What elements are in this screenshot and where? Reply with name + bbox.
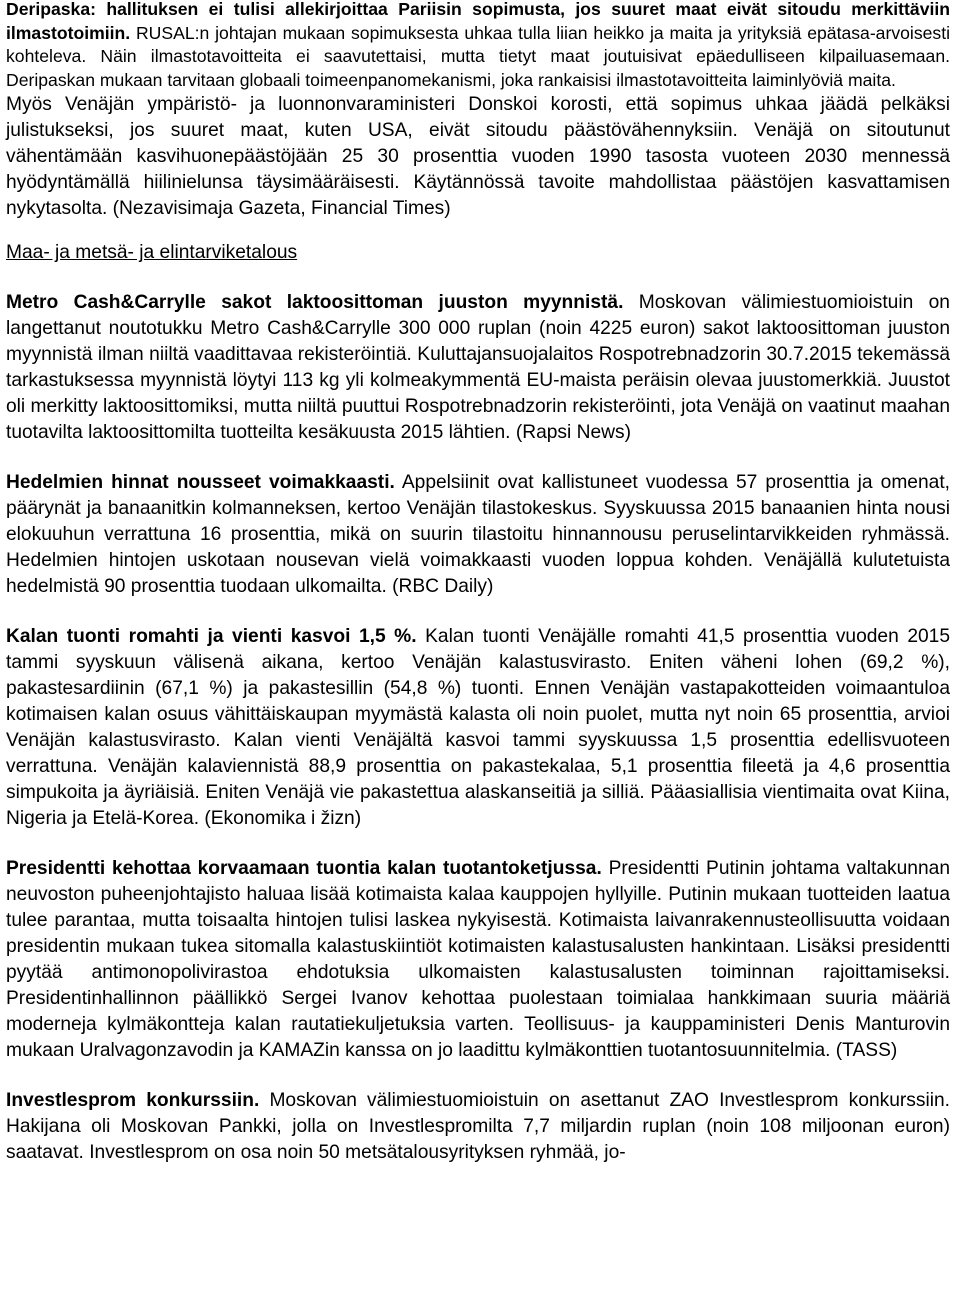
article-body: Myös Venäjän ympäristö- ja luonnonvaraministeri Donskoi korosti, että sopimus uhkaa jäädä pelkäksi julistukseksi, jos suuret maat, kuten USA, eivät sitoudu päästövähennyksiin. Venäjä on sitoutunut vähentämään kasvihuonepäästöjään 25 30 prosenttia vuoden 1990 tasosta vuoteen 2030 mennessä hyödyntämällä hiilinielunsa täysimääräisesti. Käytännössä tavoite mahdollistaa päästöjen kasvattamisen nykytasolta. (Nezavisimaja Gazeta, Financial Times) [6, 94, 950, 220]
spacer [6, 266, 950, 290]
document-page [6, 0, 950, 1166]
article-deripaska [6, 0, 950, 92]
article-body: RUSAL:n johtajan mukaan sopimuksesta uhkaa tulla liian heikko ja maita ja yrityksiä epätasa-arvoisesti kohteleva. Näin ilmastotavoitteita ei saavutettaisi, mutta tietyt maat joutuisivat epäedulliseen kilpailuasemaan. Deripaskan mukaan tarvitaan globaali toimeenpanomekanismi, joka rankaisisi ilmastotavoitteita laiminlyöviä maita. [6, 22, 950, 90]
article-fish-trade [6, 624, 950, 832]
spacer [6, 832, 950, 856]
article-president-fish [6, 856, 950, 1064]
article-fruit-prices [6, 470, 950, 600]
spacer [6, 600, 950, 624]
section-heading: Maa- ja metsä- ja elintarviketalous [6, 242, 298, 264]
article-title: Hedelmien hinnat nousseet voimakkaasti. [6, 472, 395, 494]
article-body: Appelsiinit ovat kallistuneet vuodessa 57 prosenttia ja omenat, päärynät ja banaanitkin kolmanneksen, kertoo Venäjän tilastokeskus. Syyskuussa 2015 banaanien hinta nousi elokuuhun verrattuna 16 prosenttia, mikä on suurin tilastoitu hinnannousu peruselintarvikkeiden ryhmässä. Hedelmien hintojen uskotaan nousevan vielä voimakkaasti vuoden loppua kohden. Venäjällä kulutetuista hedelmistä 90 prosenttia tuodaan ulkomailta. (RBC Daily) [6, 472, 950, 598]
article-title: Deripaska: hallituksen ei tulisi allekirjoittaa Pariisin sopimusta, jos suuret maat eivät sitoudu merkittäviin ilmastotoimiin. [6, 0, 950, 43]
article-metro [6, 290, 950, 446]
article-body: Presidentti Putinin johtama valtakunnan neuvoston puheenjohtajisto haluaa lisää kotimaista kalaa kauppojen hyllyille. Putinin mukaan tuotteiden laatua tulee parantaa, mutta toisaalta hintojen tulisi laskea nykyisestä. Kotimaista laivanrakennusteollisuutta voidaan presidentin mukaan tukea sitomalla kalastuskiintiöt kotimaisten kalastusalusten hankintaan. Lisäksi presidentti pyytää antimonopolivirastoa ehdotuksia ulkomaisten kalastusalusten toiminnan rajoittamiseksi. Presidentinhallinnon päällikkö Sergei Ivanov kehottaa puolestaan toimialaa hankkimaan suuria määriä moderneja kylmäkontteja kalan rautatiekuljetuksia varten. Teollisuus- ja kauppaministeri Denis Manturovin mukaan Uralvagonzavodin ja KAMAZin kanssa on jo laadittu kylmäkonttien tuotantosuunnitelmia. (TASS) [6, 858, 950, 1062]
article-deripaska-continued [6, 92, 950, 222]
spacer [6, 446, 950, 470]
article-title: Investlesprom konkurssiin. [6, 1090, 260, 1112]
article-body: Kalan tuonti Venäjälle romahti 41,5 prosenttia vuoden 2015 tammi syyskuun välisenä aikana, kertoo Venäjän kalastusvirasto. Eniten väheni lohen (69,2 %), pakastesardiinin (67,1 %) ja pakastesillin (54,8 %) tuonti. Ennen Venäjän vastapakotteiden voimaantuloa kotimaisen kalan osuus vähittäiskaupan myymästä kalasta oli noin puolet, mutta nyt noin 65 prosenttia, arvioi Venäjän kalastusvirasto. Kalan vienti Venäjältä kasvoi tammi syyskuussa 1,5 prosenttia edellisvuoteen verrattuna. Venäjän kalaviennistä 88,9 prosenttia on pakastekalaa, 5,1 prosenttia fileetä ja 4,6 prosenttia simpukoita ja äyriäisiä. Eniten Venäjä vie pakastettua alaskanseitiä ja silliä. Pääasiallisia vientimaita ovat Kiina, Nigeria ja Etelä-Korea. (Ekonomika i žizn) [6, 626, 951, 830]
article-title: Presidentti kehottaa korvaamaan tuontia kalan tuotantoketjussa. [6, 858, 602, 880]
article-body: Moskovan välimiestuomioistuin on langettanut noutotukku Metro Cash&Carrylle 300 000 ruplan (noin 4225 euron) sakot laktoosittoman juuston myynnistä ilman niiltä vaadittavaa rekisteröintiä. Kuluttajansuojalaitos Rospotrebnadzorin 30.7.2015 tekemässä tarkastuksessa myynnistä löytyi 113 kg yli kolmeakymmentä EU-maista peräisin olevaa juustomerkkiä. Juustot oli merkitty laktoosittomiksi, mutta niiltä puuttui Rospotrebnadzorin rekisteröinti, jota Venäjä on vaatinut maahan tuotavilta laktoosittomilta tuotteilta kesäkuusta 2015 lähtien. (Rapsi News) [6, 292, 950, 444]
article-body: Moskovan välimiestuomioistuin on asettanut ZAO Investlesprom konkurssiin. Hakijana oli Moskovan Pankki, jolla on Investlespromilta 7,7 miljardin ruplan (noin 108 miljoonan euron) saatavat. Investlesprom on osa noin 50 metsätalousyrityksen ryhmää, jo- [6, 1090, 950, 1164]
spacer [6, 1064, 950, 1088]
article-title: Kalan tuonti romahti ja vienti kasvoi 1,5 %. [6, 626, 417, 648]
article-title: Metro Cash&Carrylle sakot laktoosittoman juuston myynnistä. [6, 292, 624, 314]
article-investlesprom [6, 1088, 950, 1166]
